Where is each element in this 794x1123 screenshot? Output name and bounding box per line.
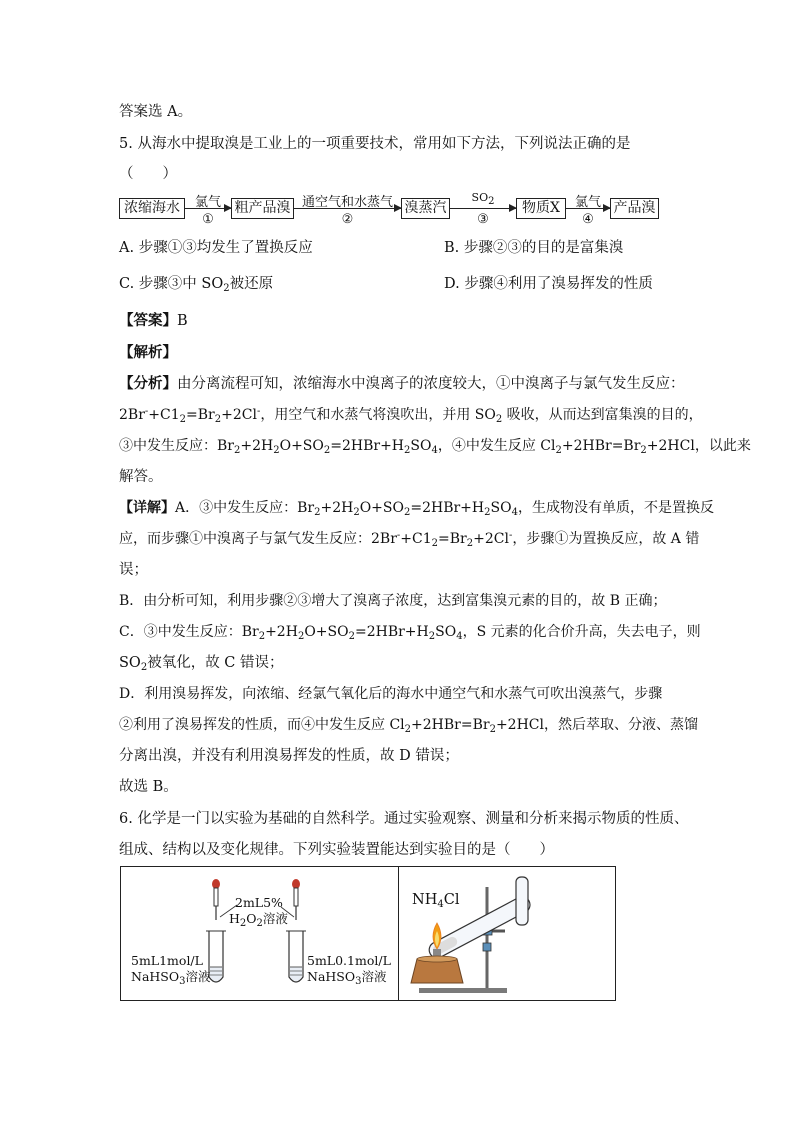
question-5-stem: 5. 从海水中提取溴是工业上的一项重要技术，常用如下方法，下列说法正确的是 [119,136,631,152]
question-6-stem-2: 组成、结构以及变化规律。下列实验装置能达到实验目的是（ ） [119,842,554,858]
left-tube-label-1: 5mL1mol/L [131,953,203,968]
option-b: B. 步骤②③的目的是富集溴 [444,240,624,256]
flow-arrow-4-step: ④ [582,212,594,227]
fenxi-line-2: $2Br^-+C1_2=Br_2+2Cl^-$，用空气和水蒸气将溴吹出，并用 $SO_2$ 吸收，从而达到富集溴的目的， [119,406,703,425]
option-d: D. 步骤④利用了溴易挥发的性质 [444,276,653,292]
flow-box-3: 溴蒸汽 [401,198,450,219]
apparatus-figure [120,866,616,1001]
fenxi-line-1: 【分析】由分离流程可知，浓缩海水中溴离子的浓度较大，①中溴离子与氯气发生反应： [119,375,685,392]
right-tube-label-1: 5mL0.1mol/L [307,953,391,968]
flow-arrow-1-step: ① [202,212,214,227]
detail-c-2: $SO_2$被氧化，故 C 错误； [119,655,284,673]
flow-box-2: 粗产品溴 [231,198,294,219]
flow-box-5: 产品溴 [610,198,659,219]
option-a: A. 步骤①③均发生了置换反应 [119,240,313,256]
detail-c-1: C．③中发生反应：$Br_2+2H_2O+SO_2=2HBr+H_2SO_4$，S 元素的化合价升高，失去电子，则 [119,624,701,642]
fenxi-line-3: ③中发生反应：$Br_2+2H_2O+SO_2=2HBr+H_2SO_4$，④中发生反应 $Cl_2+2HBr=Br_2+2HCl$，以此来 [119,438,751,456]
fenxi-line-4: 解答。 [119,469,163,485]
analysis-heading: 【解析】 [119,344,177,361]
conclusion: 故选 B。 [119,779,178,795]
detail-b: B．由分析可知，利用步骤②③增大了溴离子浓度，达到富集溴元素的目的，故 B 正确； [119,593,667,609]
question-6-stem-1: 6. 化学是一门以实验为基础的自然科学。通过实验观察、测量和分析来揭示物质的性质、 [119,811,689,827]
detail-line-2: 应，而步骤①中溴离子与氯气发生反应：$2Br^-+C1_2=Br_2+2Cl^-$，步骤①为置换反应，故 A 错 [119,530,700,549]
flow-arrow-2-step: ② [341,212,354,227]
flow-arrow-3 [450,208,516,209]
flow-arrow-4-label: 氯气 [574,195,601,210]
right-tube-label-2: NaHSO$_3$溶液 [307,969,387,987]
reagent-label-line-2: $H_2O_2$溶液 [229,911,288,929]
detail-line-1: 【详解】A．③中发生反应：$Br_2+2H_2O+SO_2=2HBr+H_2SO_4$，生成物没有单质，不是置换反 [119,500,714,518]
flow-box-1: 浓缩海水 [119,198,185,219]
option-c: C. 步骤③中 $SO_2$被还原 [119,276,274,294]
answer-line: 【答案】B [119,312,188,329]
detail-d-3: 分离出溴，并没有利用溴易挥发的性质，故 D 错误； [119,748,459,764]
detail-line-3: 误； [119,562,148,578]
question-5-paren: （ ） [119,166,177,182]
nh4cl-label: $NH_4Cl$ [412,892,460,910]
flow-arrow-3-label: $SO_2$ [471,191,495,207]
detail-d-2: ②利用了溴易挥发的性质，而④中发生反应 $Cl_2+2HBr=Br_2+2HCl$，然后萃取、分液、蒸馏 [119,717,698,735]
flow-box-4: 物质X [516,198,566,219]
previous-answer: 答案选 A。 [119,104,193,120]
reagent-label-line-1: 2mL5% [235,895,283,910]
bromine-extraction-flow [119,191,659,232]
flow-arrow-2-label: 通空气和水蒸气 [301,195,393,210]
heating-apparatus-graphic [399,867,617,1000]
detail-d-1: D．利用溴易挥发，向浓缩、经氯气氧化后的海水中通空气和水蒸气可吹出溴蒸气，步骤 [119,686,663,702]
left-tube-label-2: NaHSO$_3$溶液 [131,969,211,987]
flow-arrow-3-step: ③ [477,212,489,227]
flow-arrow-1-label: 氯气 [194,195,221,210]
